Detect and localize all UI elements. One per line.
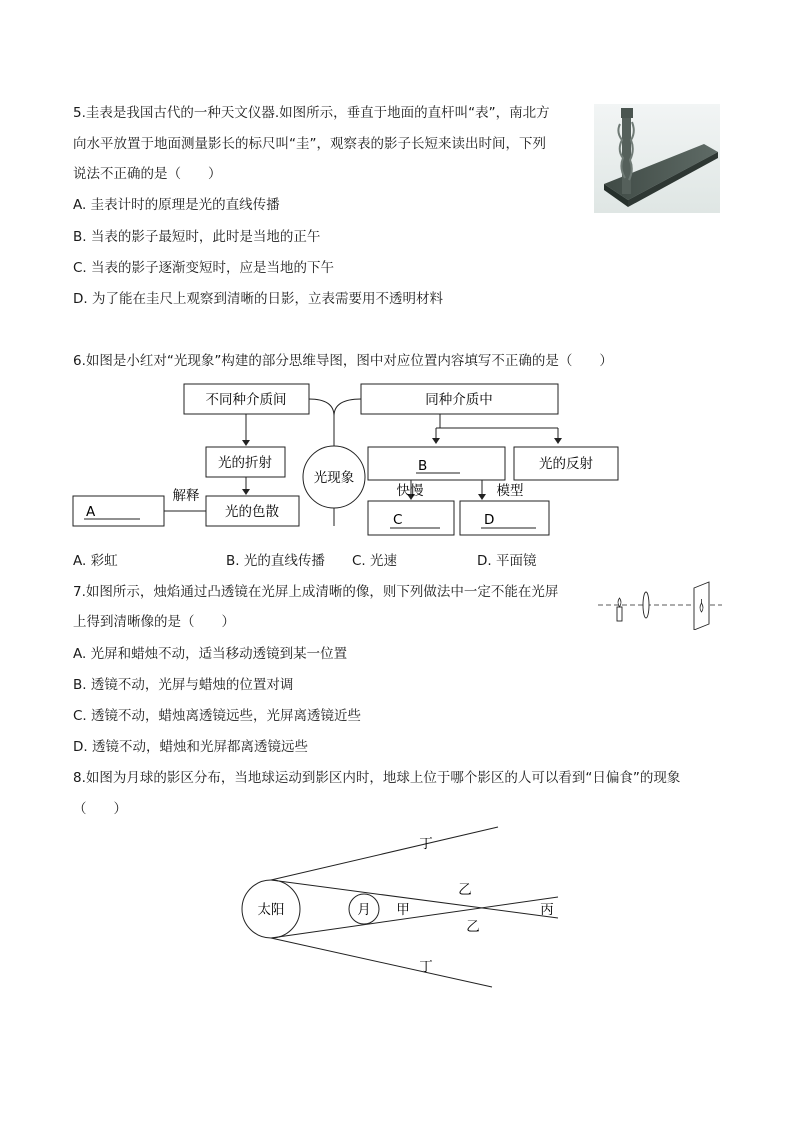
box-refraction-label: 光的折射 <box>218 455 272 471</box>
q5-stem-line-3: 说法不正确的是（ ） <box>73 166 222 182</box>
mind-map-diagram <box>70 380 630 540</box>
q6-option-c: C. 光速 <box>352 553 398 569</box>
q8-stem-line-1: 8.如图为月球的影区分布，当地球运动到影区内时，地球上位于哪个影区的人可以看到“日偏食”的现象 <box>73 770 681 786</box>
q6-option-a: A. 彩虹 <box>73 553 118 569</box>
region-bing-label: 丙 <box>540 902 554 918</box>
region-ding-bottom-label: 丁 <box>419 959 433 975</box>
q5-option-c: C. 当表的影子逐渐变短时，应是当地的下午 <box>73 260 335 276</box>
speed-label: 快慢 <box>396 483 424 499</box>
q7-stem-line-1: 7.如图所示，烛焰通过凸透镜在光屏上成清晰的像，则下列做法中一定不能在光屏 <box>73 584 559 600</box>
q7-option-a: A. 光屏和蜡烛不动，适当移动透镜到某一位置 <box>73 646 348 662</box>
box-c <box>368 501 454 535</box>
eclipse-shadow-diagram <box>230 822 570 990</box>
sun-label: 太阳 <box>257 902 285 918</box>
q6-option-d: D. 平面镜 <box>477 553 537 569</box>
convex-lens-icon <box>643 592 649 618</box>
image-flame-icon <box>700 603 703 612</box>
region-yi-top-label: 乙 <box>458 882 472 898</box>
box-b-label: B <box>418 458 428 474</box>
q7-option-c: C. 透镜不动，蜡烛离透镜远些，光屏离透镜近些 <box>73 708 362 724</box>
flame-icon <box>618 598 621 607</box>
explain-label: 解释 <box>172 488 200 504</box>
q5-option-a: A. 圭表计时的原理是光的直线传播 <box>73 197 280 213</box>
q5-stem-line-2: 向水平放置于地面测量影长的标尺叫“圭”，观察表的影子长短来读出时间，下列 <box>73 136 546 152</box>
region-yi-bottom-label: 乙 <box>466 919 480 935</box>
box-dispersion-label: 光的色散 <box>225 504 279 520</box>
q7-option-b: B. 透镜不动，光屏与蜡烛的位置对调 <box>73 677 294 693</box>
center-label: 光现象 <box>313 470 355 486</box>
box-same-medium-label: 同种介质中 <box>425 392 493 408</box>
region-jia-label: 甲 <box>396 902 410 918</box>
region-ding-top-label: 丁 <box>419 836 433 852</box>
box-b <box>368 447 505 480</box>
q8-stem-line-2: （ ） <box>73 801 127 817</box>
gnomon-photo <box>594 104 720 213</box>
q6-stem: 6.如图是小红对“光现象”构建的部分思维导图，图中对应位置内容填写不正确的是（ ） <box>73 353 613 369</box>
q5-option-d: D. 为了能在圭尺上观察到清晰的日影，立表需要用不透明材料 <box>73 291 443 307</box>
box-different-media-label: 不同种介质间 <box>205 392 287 408</box>
q7-stem-line-2: 上得到清晰像的是（ ） <box>73 614 235 630</box>
box-reflection-label: 光的反射 <box>539 456 593 472</box>
moon-label: 月 <box>357 902 371 918</box>
box-d-label: D <box>484 512 495 528</box>
box-c-label: C <box>393 512 403 528</box>
q5-stem-line-1: 5.圭表是我国古代的一种天文仪器.如图所示，垂直于地面的直杆叫“表”，南北方 <box>73 105 550 121</box>
q6-option-b: B. 光的直线传播 <box>226 553 325 569</box>
box-d <box>460 501 549 535</box>
q5-option-b: B. 当表的影子最短时，此时是当地的正午 <box>73 229 321 245</box>
candle-lens-screen-diagram <box>598 580 722 630</box>
candle-icon <box>617 607 622 621</box>
box-a-label: A <box>86 504 96 520</box>
q7-option-d: D. 透镜不动，蜡烛和光屏都离透镜远些 <box>73 739 308 755</box>
model-label: 模型 <box>496 483 524 499</box>
